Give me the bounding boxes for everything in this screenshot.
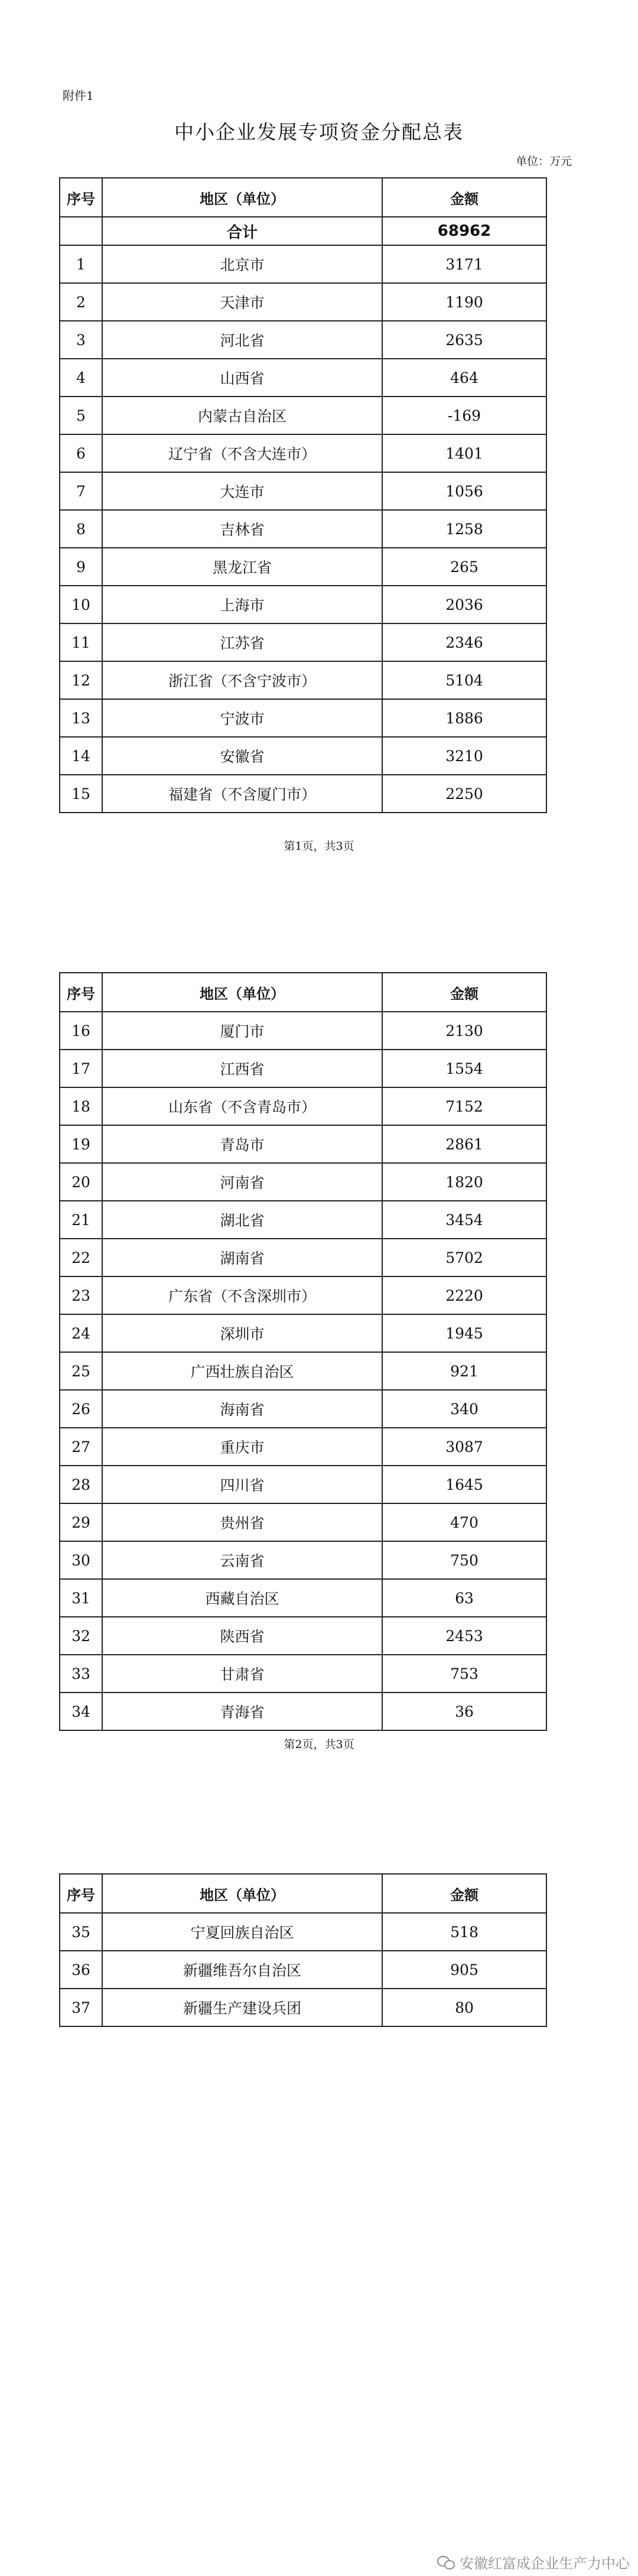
- row-amount: 36: [382, 1693, 546, 1730]
- row-amount: 5702: [382, 1239, 546, 1276]
- row-amount: 2036: [382, 586, 546, 623]
- row-amount: 470: [382, 1503, 546, 1541]
- table-row: [60, 1579, 546, 1617]
- row-region: 天津市: [102, 283, 382, 321]
- row-seq: 36: [60, 1951, 102, 1989]
- row-region: 福建省（不含厦门市）: [102, 775, 382, 813]
- table-row: [60, 1913, 546, 1951]
- table-row: [60, 737, 546, 775]
- allocation-table-page-3: [59, 1873, 547, 2027]
- row-region: 厦门市: [102, 1012, 382, 1050]
- row-seq: 24: [60, 1314, 102, 1352]
- row-region: 广西壮族自治区: [102, 1352, 382, 1390]
- attachment-label: 附件1: [63, 89, 94, 103]
- table-row: [60, 283, 546, 321]
- table-row: [60, 699, 546, 737]
- table-row: [60, 1163, 546, 1201]
- row-seq: 30: [60, 1541, 102, 1579]
- row-amount: 753: [382, 1655, 546, 1693]
- header-region: 地区（单位）: [102, 973, 382, 1012]
- row-seq: 35: [60, 1913, 102, 1951]
- row-amount: 265: [382, 548, 546, 586]
- row-seq: 23: [60, 1276, 102, 1314]
- row-region: 浙江省（不含宁波市）: [102, 661, 382, 699]
- table-header-row: [60, 178, 546, 217]
- row-seq: 8: [60, 510, 102, 548]
- row-amount: 63: [382, 1579, 546, 1617]
- table-row: [60, 510, 546, 548]
- row-amount: 80: [382, 1989, 546, 2026]
- table-row: [60, 1239, 546, 1276]
- header-amount: 金额: [382, 178, 546, 217]
- row-seq: 4: [60, 359, 102, 397]
- table-row: [60, 1503, 546, 1541]
- row-region: 新疆生产建设兵团: [102, 1989, 382, 2026]
- row-seq: 34: [60, 1693, 102, 1730]
- row-amount: 1190: [382, 283, 546, 321]
- row-amount: 905: [382, 1951, 546, 1989]
- header-region: 地区（单位）: [102, 178, 382, 217]
- row-region: 青海省: [102, 1693, 382, 1730]
- table-row: [60, 623, 546, 661]
- allocation-table-page-2: [59, 972, 547, 1731]
- row-region: 广东省（不含深圳市）: [102, 1276, 382, 1314]
- row-amount: 1401: [382, 434, 546, 472]
- row-seq: 20: [60, 1163, 102, 1201]
- table-row: [60, 775, 546, 813]
- row-region: 青岛市: [102, 1125, 382, 1163]
- row-amount: 3171: [382, 245, 546, 283]
- table-row: [60, 1428, 546, 1466]
- allocation-table-page-1: [59, 177, 547, 813]
- row-seq: 31: [60, 1579, 102, 1617]
- row-amount: -169: [382, 397, 546, 434]
- table-row: [60, 1050, 546, 1087]
- row-amount: 2346: [382, 623, 546, 661]
- header-seq: 序号: [60, 973, 102, 1012]
- row-region: 河南省: [102, 1163, 382, 1201]
- row-seq: 16: [60, 1012, 102, 1050]
- row-amount: 3454: [382, 1201, 546, 1239]
- row-region: 黑龙江省: [102, 548, 382, 586]
- row-amount: 750: [382, 1541, 546, 1579]
- table-row: [60, 1012, 546, 1050]
- row-region: 湖南省: [102, 1239, 382, 1276]
- table-row: [60, 1466, 546, 1503]
- table-row: [60, 548, 546, 586]
- table-row: [60, 1655, 546, 1693]
- row-seq: 7: [60, 472, 102, 510]
- unit-label: 单位：万元: [515, 155, 572, 168]
- row-seq: 12: [60, 661, 102, 699]
- row-seq: 21: [60, 1201, 102, 1239]
- document-title: 中小企业发展专项资金分配总表: [174, 121, 464, 144]
- row-seq: 28: [60, 1466, 102, 1503]
- row-amount: 7152: [382, 1087, 546, 1125]
- table-row: [60, 1125, 546, 1163]
- row-region: 河北省: [102, 321, 382, 359]
- row-seq: 26: [60, 1390, 102, 1428]
- watermark: [437, 2552, 630, 2572]
- page-footer-1: 第1页，共3页: [284, 840, 354, 853]
- table-row: [60, 472, 546, 510]
- row-amount: 2861: [382, 1125, 546, 1163]
- row-seq: 18: [60, 1087, 102, 1125]
- row-amount: 1886: [382, 699, 546, 737]
- row-amount: 1056: [382, 472, 546, 510]
- row-region: 贵州省: [102, 1503, 382, 1541]
- row-region: 北京市: [102, 245, 382, 283]
- table-row: [60, 1352, 546, 1390]
- row-region: 辽宁省（不含大连市）: [102, 434, 382, 472]
- row-region: 内蒙古自治区: [102, 397, 382, 434]
- table-row: [60, 1617, 546, 1655]
- row-seq: 1: [60, 245, 102, 283]
- row-amount: 2635: [382, 321, 546, 359]
- row-region: 江西省: [102, 1050, 382, 1087]
- row-seq: 10: [60, 586, 102, 623]
- row-seq: 9: [60, 548, 102, 586]
- row-amount: 3087: [382, 1428, 546, 1466]
- row-seq: 17: [60, 1050, 102, 1087]
- row-region: 山西省: [102, 359, 382, 397]
- row-region: 宁波市: [102, 699, 382, 737]
- header-region: 地区（单位）: [102, 1874, 382, 1913]
- table-row: [60, 1390, 546, 1428]
- row-amount: 2453: [382, 1617, 546, 1655]
- table-row: [60, 1276, 546, 1314]
- row-seq: 13: [60, 699, 102, 737]
- wechat-icon: [437, 2556, 455, 2569]
- row-amount: 518: [382, 1913, 546, 1951]
- row-region: 山东省（不含青岛市）: [102, 1087, 382, 1125]
- row-seq: 37: [60, 1989, 102, 2026]
- table-row: [60, 1951, 546, 1989]
- row-amount: 1554: [382, 1050, 546, 1087]
- table-row: [60, 359, 546, 397]
- row-amount: 2250: [382, 775, 546, 813]
- total-label: 合计: [102, 217, 382, 245]
- table-row: [60, 1541, 546, 1579]
- row-seq: 14: [60, 737, 102, 775]
- row-region: 深圳市: [102, 1314, 382, 1352]
- table-row: [60, 1693, 546, 1730]
- row-seq: 27: [60, 1428, 102, 1466]
- row-seq: 5: [60, 397, 102, 434]
- row-region: 陕西省: [102, 1617, 382, 1655]
- table-row: [60, 1314, 546, 1352]
- row-region: 宁夏回族自治区: [102, 1913, 382, 1951]
- table-row: [60, 397, 546, 434]
- table-row: [60, 661, 546, 699]
- table-row: [60, 245, 546, 283]
- row-amount: 1945: [382, 1314, 546, 1352]
- row-amount: 921: [382, 1352, 546, 1390]
- row-amount: 2220: [382, 1276, 546, 1314]
- row-amount: 1645: [382, 1466, 546, 1503]
- row-seq: 3: [60, 321, 102, 359]
- table-row: [60, 1087, 546, 1125]
- row-seq: 32: [60, 1617, 102, 1655]
- row-region: 甘肃省: [102, 1655, 382, 1693]
- row-region: 重庆市: [102, 1428, 382, 1466]
- row-region: 大连市: [102, 472, 382, 510]
- row-seq: 2: [60, 283, 102, 321]
- row-amount: 340: [382, 1390, 546, 1428]
- row-region: 吉林省: [102, 510, 382, 548]
- row-amount: 1258: [382, 510, 546, 548]
- table-row: [60, 321, 546, 359]
- row-seq: 29: [60, 1503, 102, 1541]
- row-seq: 11: [60, 623, 102, 661]
- row-seq: 19: [60, 1125, 102, 1163]
- header-amount: 金额: [382, 973, 546, 1012]
- row-seq: 6: [60, 434, 102, 472]
- row-region: 新疆维吾尔自治区: [102, 1951, 382, 1989]
- row-seq: 33: [60, 1655, 102, 1693]
- row-region: 西藏自治区: [102, 1579, 382, 1617]
- row-region: 湖北省: [102, 1201, 382, 1239]
- table-row: [60, 1989, 546, 2026]
- watermark-text: 安徽红富成企业生产力中心: [460, 2555, 630, 2572]
- row-region: 四川省: [102, 1466, 382, 1503]
- header-amount: 金额: [382, 1874, 546, 1913]
- header-seq: 序号: [60, 1874, 102, 1913]
- table-header-row: [60, 973, 546, 1012]
- row-amount: 5104: [382, 661, 546, 699]
- table-row: [60, 1201, 546, 1239]
- row-seq: 25: [60, 1352, 102, 1390]
- row-region: 安徽省: [102, 737, 382, 775]
- row-amount: 1820: [382, 1163, 546, 1201]
- row-region: 上海市: [102, 586, 382, 623]
- row-amount: 2130: [382, 1012, 546, 1050]
- total-amount: 68962: [382, 217, 546, 245]
- row-amount: 3210: [382, 737, 546, 775]
- row-amount: 464: [382, 359, 546, 397]
- total-row: [60, 217, 546, 245]
- table-header-row: [60, 1874, 546, 1913]
- row-seq: 15: [60, 775, 102, 813]
- row-region: 海南省: [102, 1390, 382, 1428]
- table-row: [60, 586, 546, 623]
- table-row: [60, 434, 546, 472]
- row-seq: 22: [60, 1239, 102, 1276]
- row-region: 云南省: [102, 1541, 382, 1579]
- total-seq-cell: [60, 217, 102, 245]
- page-footer-2: 第2页，共3页: [284, 1738, 354, 1751]
- header-seq: 序号: [60, 178, 102, 217]
- row-region: 江苏省: [102, 623, 382, 661]
